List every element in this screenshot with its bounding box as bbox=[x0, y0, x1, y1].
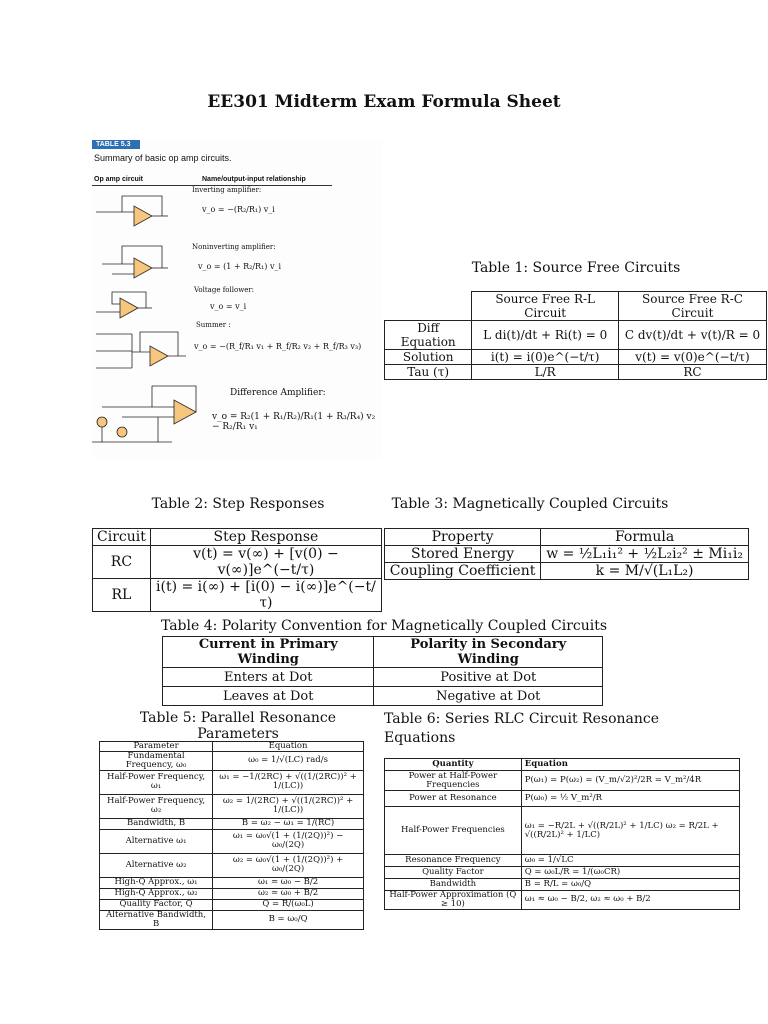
table-row bbox=[100, 770, 364, 794]
table-header-row bbox=[385, 292, 767, 321]
table-header-cell: Equation bbox=[521, 759, 739, 771]
opamp-col-relation: Name/output-input relationship bbox=[202, 176, 306, 183]
table-row bbox=[385, 855, 740, 867]
table-row bbox=[385, 879, 740, 891]
table-header-cell: Current in Primary Winding bbox=[163, 637, 374, 668]
table-cell: Quality Factor bbox=[385, 867, 522, 879]
table-cell: Half-Power Frequency, ω₁ bbox=[100, 770, 213, 794]
table-row bbox=[385, 791, 740, 807]
table-cell: ω₀ = 1/√(LC) rad/s bbox=[213, 751, 364, 770]
table-cell: High-Q Approx., ω₁ bbox=[100, 877, 213, 888]
table-row bbox=[100, 910, 364, 929]
table-header-cell: Polarity in Secondary Winding bbox=[374, 637, 603, 668]
table-cell: Half-Power Frequency, ω₂ bbox=[100, 794, 213, 818]
table-row bbox=[385, 563, 749, 580]
table-cell: Q = ω₀L/R = 1/(ω₀CR) bbox=[521, 867, 739, 879]
opamp-inverting-label: Inverting amplifier: bbox=[192, 186, 262, 194]
table-row bbox=[100, 899, 364, 910]
table-cell: L di(t)/dt + Ri(t) = 0 bbox=[472, 321, 619, 350]
table2 bbox=[92, 528, 382, 612]
opamp-follower-label: Voltage follower: bbox=[194, 286, 255, 294]
opamp-inverting-eq: v_o = −(R₂/R₁) v_i bbox=[202, 205, 275, 214]
table-cell: P(ω₁) = P(ω₂) = (V_m/√2)²/2R = V_m²/4R bbox=[521, 771, 739, 791]
table-cell: L/R bbox=[472, 365, 619, 380]
table-row bbox=[385, 365, 767, 380]
table-row bbox=[385, 350, 767, 365]
table-cell: ω₂ = 1/(2RC) + √((1/(2RC))² + 1/(LC)) bbox=[213, 794, 364, 818]
table-header-cell: Equation bbox=[213, 742, 364, 752]
table-row bbox=[385, 321, 767, 350]
table-cell: Stored Energy bbox=[385, 546, 541, 563]
table1 bbox=[384, 291, 767, 380]
table-cell: Solution bbox=[385, 350, 472, 365]
table-cell: Enters at Dot bbox=[163, 668, 374, 687]
table-cell: v(t) = v(0)e^(−t/τ) bbox=[618, 350, 766, 365]
table-row bbox=[163, 668, 603, 687]
table5-caption: Table 5: Parallel Resonance Parameters bbox=[139, 710, 337, 742]
opamp-table-subtitle: Summary of basic op amp circuits. bbox=[94, 153, 232, 163]
table-row bbox=[385, 807, 740, 855]
table-header-cell: Source Free R-C Circuit bbox=[618, 292, 766, 321]
table-row bbox=[100, 853, 364, 877]
table4-caption: Table 4: Polarity Convention for Magnetically Coupled Circuits bbox=[160, 618, 608, 634]
opamp-summer-label: Summer : bbox=[196, 321, 231, 329]
table-cell: Diff Equation bbox=[385, 321, 472, 350]
table-cell: Negative at Dot bbox=[374, 687, 603, 706]
table5 bbox=[99, 741, 364, 930]
table-cell: Half-Power Approximation (Q ≥ 10) bbox=[385, 891, 522, 910]
table3-caption: Table 3: Magnetically Coupled Circuits bbox=[391, 496, 669, 512]
table-cell: v(t) = v(∞) + [v(0) − v(∞)]e^(−t/τ) bbox=[150, 546, 381, 579]
table-cell: P(ω₀) = ½ V_m²/R bbox=[521, 791, 739, 807]
table-cell: ω₀ = 1/√LC bbox=[521, 855, 739, 867]
table-row bbox=[100, 751, 364, 770]
table-cell: RC bbox=[618, 365, 766, 380]
table-cell: Power at Half-Power Frequencies bbox=[385, 771, 522, 791]
table-row bbox=[100, 794, 364, 818]
table-header-row bbox=[385, 529, 749, 546]
page-title: EE301 Midterm Exam Formula Sheet bbox=[207, 92, 561, 112]
table-cell: B = R/L = ω₀/Q bbox=[521, 879, 739, 891]
table-cell: RC bbox=[93, 546, 151, 579]
table-header-cell: Circuit bbox=[93, 529, 151, 546]
table-row bbox=[100, 877, 364, 888]
opamp-difference-label: Difference Amplifier: bbox=[230, 388, 326, 398]
table3 bbox=[384, 528, 749, 580]
table-cell: B = ω₀/Q bbox=[213, 910, 364, 929]
table-cell: B = ω₂ − ω₁ = 1/(RC) bbox=[213, 818, 364, 829]
table-header-cell: Source Free R-L Circuit bbox=[472, 292, 619, 321]
table-header-row bbox=[163, 637, 603, 668]
table-cell: ω₁ ≈ ω₀ − B/2, ω₂ ≈ ω₀ + B/2 bbox=[521, 891, 739, 910]
table-row bbox=[100, 829, 364, 853]
table-cell: Fundamental Frequency, ω₀ bbox=[100, 751, 213, 770]
table4 bbox=[162, 636, 603, 706]
table1-caption: Table 1: Source Free Circuits bbox=[471, 260, 681, 276]
table-cell: Bandwidth, B bbox=[100, 818, 213, 829]
opamp-follower-eq: v_o = v_i bbox=[210, 302, 247, 311]
table-cell: Resonance Frequency bbox=[385, 855, 522, 867]
opamp-table-figure bbox=[92, 140, 382, 458]
opamp-circuit-diagrams bbox=[92, 186, 202, 456]
table-header-row bbox=[385, 759, 740, 771]
opamp-summer-eq: v_o = −(R_f/R₁ v₁ + R_f/R₂ v₂ + R_f/R₃ v₃) bbox=[194, 342, 362, 351]
table-cell: i(t) = i(0)e^(−t/τ) bbox=[472, 350, 619, 365]
opamp-difference-eq: v_o = R₂(1 + R₁/R₂)/R₁(1 + R₃/R₄) v₂ − R₂/R₁ v₁ bbox=[212, 412, 376, 432]
table-row bbox=[100, 818, 364, 829]
opamp-noninverting-eq: v_o = (1 + R₂/R₁) v_i bbox=[198, 262, 282, 271]
table-header-cell: Parameter bbox=[100, 742, 213, 752]
table2-caption: Table 2: Step Responses bbox=[151, 496, 325, 512]
table-header-row bbox=[100, 742, 364, 752]
table-cell: k = M/√(L₁L₂) bbox=[541, 563, 749, 580]
table-row bbox=[100, 888, 364, 899]
table-row bbox=[163, 687, 603, 706]
table-cell: ω₂ = ω₀√(1 + (1/(2Q))²) + ω₀/(2Q) bbox=[213, 853, 364, 877]
table-cell: Coupling Coefficient bbox=[385, 563, 541, 580]
table-cell: ω₁ = −1/(2RC) + √((1/(2RC))² + 1/(LC)) bbox=[213, 770, 364, 794]
table-cell: Q = R/(ω₀L) bbox=[213, 899, 364, 910]
table-row bbox=[385, 771, 740, 791]
table-header-cell: Quantity bbox=[385, 759, 522, 771]
table-cell: ω₁ ≃ ω₀ − B/2 bbox=[213, 877, 364, 888]
table-header-cell: Property bbox=[385, 529, 541, 546]
opamp-col-circuit: Op amp circuit bbox=[94, 176, 144, 183]
table-cell: w = ½L₁i₁² + ½L₂i₂² ± Mi₁i₂ bbox=[541, 546, 749, 563]
table-header-row bbox=[93, 529, 382, 546]
table-cell: Tau (τ) bbox=[385, 365, 472, 380]
table-row bbox=[385, 891, 740, 910]
table-cell: Leaves at Dot bbox=[163, 687, 374, 706]
table-cell: i(t) = i(∞) + [i(0) − i(∞)]e^(−t/τ) bbox=[150, 579, 381, 612]
table-row bbox=[385, 546, 749, 563]
table-header-cell: Formula bbox=[541, 529, 749, 546]
table-cell: Half-Power Frequencies bbox=[385, 807, 522, 855]
table-cell bbox=[385, 292, 472, 321]
table-cell: Power at Resonance bbox=[385, 791, 522, 807]
table-cell: ω₁ = −R/2L + √((R/2L)² + 1/LC) ω₂ = R/2L + √((R/2L)² + 1/LC) bbox=[521, 807, 739, 855]
table-cell: ω₁ = ω₀√(1 + (1/(2Q))²) − ω₀/(2Q) bbox=[213, 829, 364, 853]
table-cell: Alternative ω₁ bbox=[100, 829, 213, 853]
table-cell: Quality Factor, Q bbox=[100, 899, 213, 910]
table-cell: Positive at Dot bbox=[374, 668, 603, 687]
table6-caption: Table 6: Series RLC Circuit Resonance Equations bbox=[384, 711, 660, 746]
table-cell: Alternative Bandwidth, B bbox=[100, 910, 213, 929]
table-cell: High-Q Approx., ω₂ bbox=[100, 888, 213, 899]
table-cell: Bandwidth bbox=[385, 879, 522, 891]
table-cell: C dv(t)/dt + v(t)/R = 0 bbox=[618, 321, 766, 350]
opamp-noninverting-label: Noninverting amplifier: bbox=[192, 243, 276, 251]
table-row bbox=[385, 867, 740, 879]
opamp-table-tag: TABLE 5.3 bbox=[92, 140, 140, 149]
table-cell: Alternative ω₂ bbox=[100, 853, 213, 877]
table-row bbox=[93, 546, 382, 579]
table-cell: ω₂ ≃ ω₀ + B/2 bbox=[213, 888, 364, 899]
table-row bbox=[93, 579, 382, 612]
table-header-cell: Step Response bbox=[150, 529, 381, 546]
table-cell: RL bbox=[93, 579, 151, 612]
table6 bbox=[384, 758, 740, 910]
